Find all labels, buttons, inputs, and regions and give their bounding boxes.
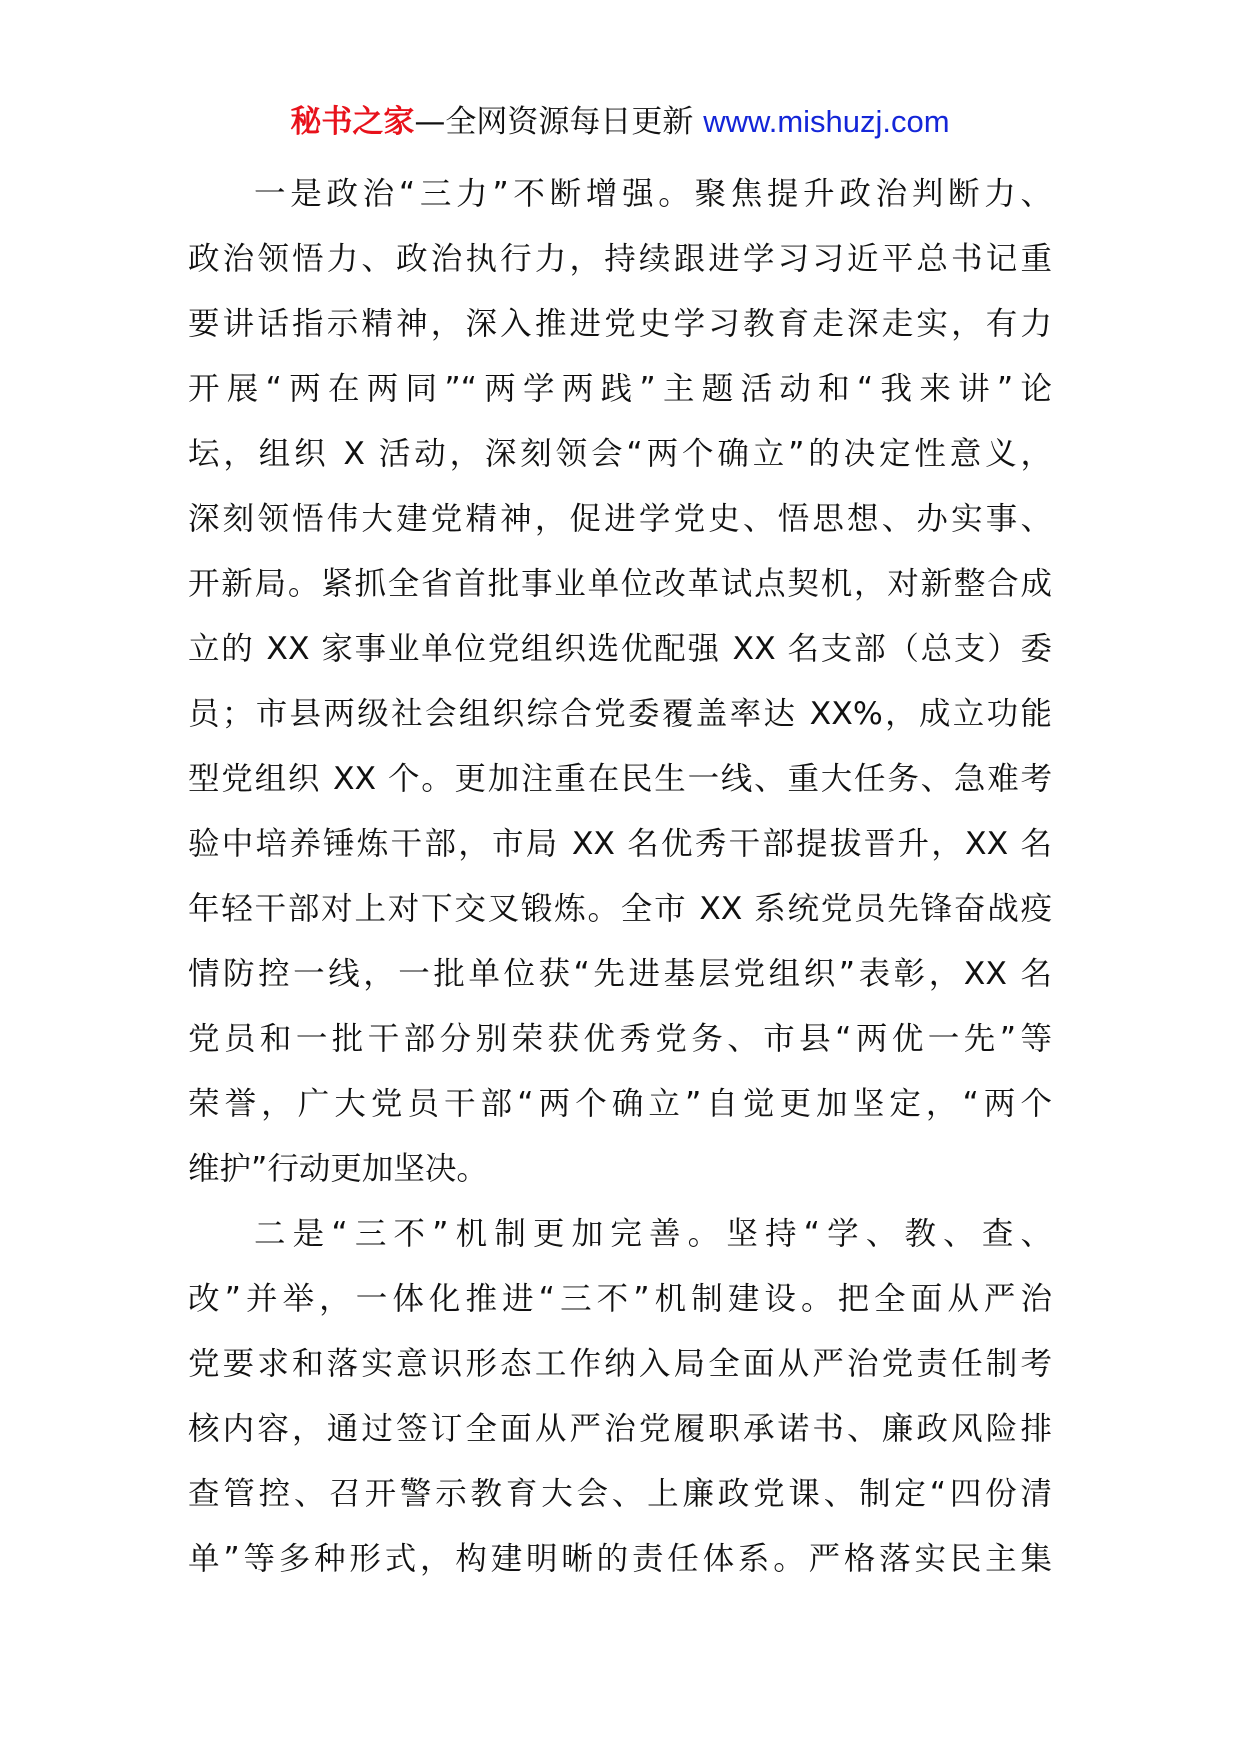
site-name: 秘书之家 [290,104,415,140]
text-line: 二是“三不”机制更加完善。坚持“学、教、查、 [254,1216,1052,1252]
document-body [188,162,1052,1592]
text-line: 一是政治“三力”不断增强。聚焦提升政治判断力、 [254,176,1052,212]
text-line: 查管控、召开警示教育大会、上廉政党课、制定“四份清 [188,1476,1052,1512]
site-tagline: —全网资源每日更新 [414,104,694,140]
text-line: 核内容，通过签订全面从严治党履职承诺书、廉政风险排 [188,1411,1052,1447]
page-header [0,100,1240,144]
text-line: 党员和一批干部分别荣获优秀党务、市县“两优一先”等 [188,1021,1052,1057]
site-url-link[interactable]: www.mishuzj.com [703,104,950,139]
paragraph [188,1202,1052,1592]
text-line: 开新局。紧抓全省首批事业单位改革试点契机，对新整合成 [188,566,1052,602]
text-line: 单”等多种形式，构建明晰的责任体系。严格落实民主集 [188,1541,1052,1577]
text-line: 情防控一线，一批单位获“先进基层党组织”表彰，XX 名 [188,956,1052,992]
text-line: 要讲话指示精神，深入推进党史学习教育走深走实，有力 [188,306,1052,342]
paragraph [188,162,1052,1202]
text-line: 验中培养锤炼干部，市局 XX 名优秀干部提拔晋升，XX 名 [188,826,1052,862]
text-line: 年轻干部对上对下交叉锻炼。全市 XX 系统党员先锋奋战疫 [188,891,1052,927]
text-line: 维护”行动更加坚决。 [188,1151,488,1187]
text-line: 政治领悟力、政治执行力，持续跟进学习习近平总书记重 [188,241,1052,277]
text-line: 深刻领悟伟大建党精神，促进学党史、悟思想、办实事、 [188,501,1052,537]
text-line: 员；市县两级社会组织综合党委覆盖率达 XX%，成立功能 [188,696,1052,732]
text-line: 坛，组织 X 活动，深刻领会“两个确立”的决定性意义， [188,436,1052,472]
text-line: 党要求和落实意识形态工作纳入局全面从严治党责任制考 [188,1346,1052,1382]
text-line: 立的 XX 家事业单位党组织选优配强 XX 名支部（总支）委 [188,631,1052,667]
text-line: 改”并举，一体化推进“三不”机制建设。把全面从严治 [188,1281,1052,1317]
text-line: 荣誉，广大党员干部“两个确立”自觉更加坚定，“两个 [188,1086,1052,1122]
text-line: 型党组织 XX 个。更加注重在民生一线、重大任务、急难考 [188,761,1052,797]
text-line: 开展“两在两同”“两学两践”主题活动和“我来讲”论 [188,371,1052,407]
